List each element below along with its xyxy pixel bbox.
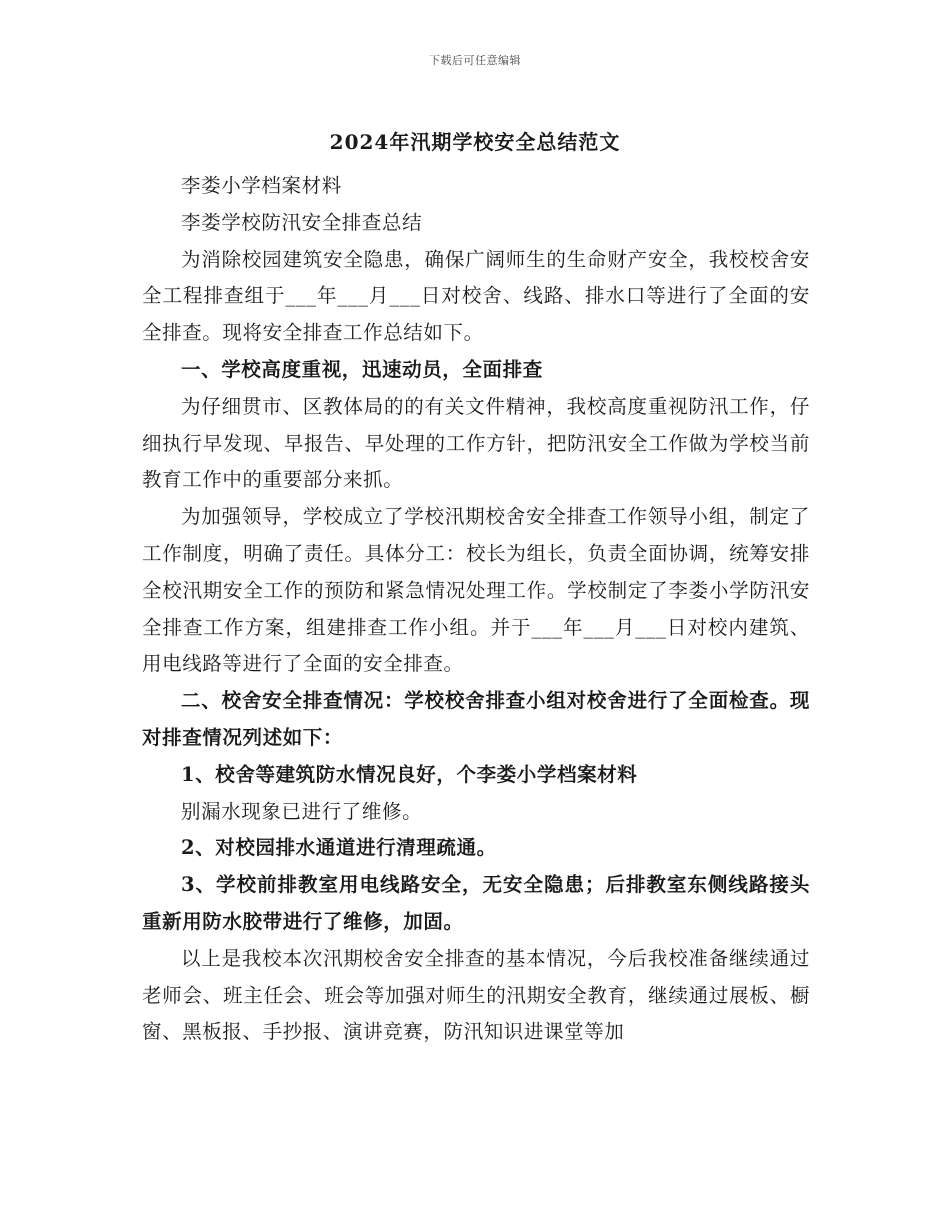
section-heading: 二、校舍安全排查情况：学校校舍排查小组对校舍进行了全面检查。现对排查情况列述如下： xyxy=(142,689,810,749)
header-note: 下载后可任意编辑 xyxy=(429,54,521,67)
section-heading: 一、学校高度重视，迅速动员，全面排查 xyxy=(181,357,543,381)
list-item: 2、对校园排水通道进行清理疏通。 xyxy=(181,836,497,860)
list-item: 1、校舍等建筑防水情况良好，个李娄小学档案材料 xyxy=(181,762,638,786)
paragraph: 李娄学校防汛安全排查总结 xyxy=(181,210,423,234)
paragraph: 为加强领导，学校成立了学校汛期校舍安全排查工作领导小组，制定了工作制度，明确了责任。具体分工：校长为组长，负责全面协调，统筹安排全校汛期安全工作的预防和紧急情况处理工作。学校制定了李娄小学防汛安全排查工作方案，组建排查工作小组。并于___年___月___日对校内建筑、用电线路等进行了全面的安全排查。 xyxy=(142,505,810,676)
paragraph: 为仔细贯市、区教体局的的有关文件精神，我校高度重视防汛工作，仔细执行早发现、早报告、早处理的工作方针，把防汛安全工作做为学校当前教育工作中的重要部分来抓。 xyxy=(142,394,810,492)
paragraph: 别漏水现象已进行了维修。 xyxy=(181,799,423,823)
page-title: 2024年汛期学校安全总结范文 xyxy=(329,130,621,154)
document-body xyxy=(142,168,810,1051)
paragraph: 以上是我校本次汛期校舍安全排查的基本情况，今后我校准备继续通过老师会、班主任会、班会等加强对师生的汛期安全教育，继续通过展板、橱窗、黑板报、手抄报、演讲竞赛，防汛知识进课堂等加 xyxy=(142,946,810,1044)
paragraph: 李娄小学档案材料 xyxy=(181,174,342,197)
paragraph: 为消除校园建筑安全隐患，确保广阔师生的生命财产安全，我校校舍安全工程排查组于___年___月___日对校舍、线路、排水口等进行了全面的安全排查。现将安全排查工作总结如下。 xyxy=(142,247,810,345)
list-item: 3、学校前排教室用电线路安全，无安全隐患；后排教室东侧线路接头重新用防水胶带进行了维修，加固。 xyxy=(142,873,810,933)
